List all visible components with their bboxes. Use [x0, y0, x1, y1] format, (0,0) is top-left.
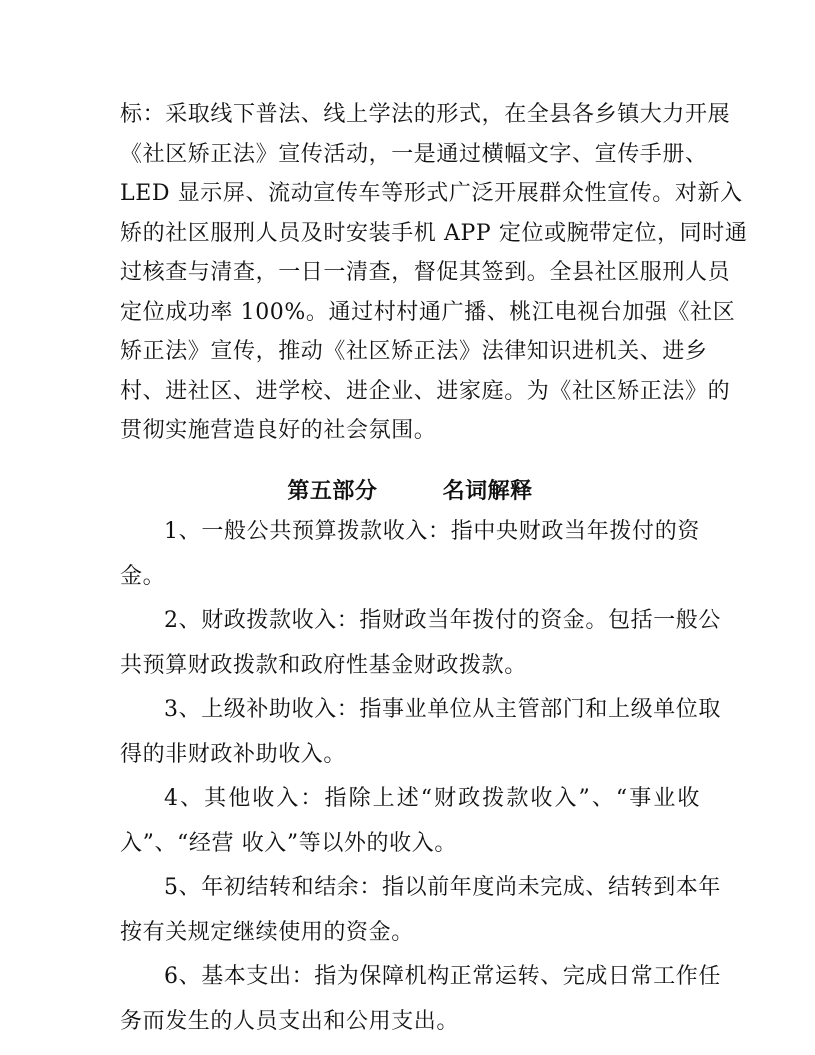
- term-6-line-1: 6、基本支出：指为保障机构正常运转、完成日常工作任: [164, 964, 721, 989]
- term-1-line-2: 金。: [120, 564, 166, 589]
- intro-line-7: 矫正法》宣传，推动《社区矫正法》法律知识进机关、进乡: [120, 339, 708, 364]
- term-4-line-2: 入”、“经营 收入”等以外的收入。: [120, 831, 457, 856]
- term-5-line-2: 按有关规定继续使用的资金。: [120, 920, 414, 945]
- term-3-line-1: 3、上级补助收入：指事业单位从主管部门和上级单位取: [164, 697, 721, 722]
- term-2-line-2: 共预算财政拨款和政府性基金财政拨款。: [120, 653, 527, 678]
- intro-line-8: 村、进社区、进学校、进企业、进家庭。为《社区矫正法》的: [120, 378, 731, 404]
- term-5-line-1: 5、年初结转和结余：指以前年度尚未完成、结转到本年: [164, 875, 721, 900]
- term-4-line-1: 4、其他收入：指除上述“财政拨款收入”、“事业收: [164, 786, 700, 811]
- term-1-line-1: 1、一般公共预算拨款收入：指中央财政当年拨付的资: [164, 519, 700, 544]
- term-6-line-2: 务而发生的人员支出和公用支出。: [120, 1009, 460, 1034]
- intro-line-9: 贯彻实施营造良好的社会氛围。: [120, 418, 437, 443]
- term-2-line-1: 2、财政拨款收入：指财政当年拨付的资金。包括一般公: [164, 608, 721, 633]
- section-heading: 第五部分 名词解释: [287, 479, 533, 504]
- intro-line-4: 矫的社区服刑人员及时安装手机 APP 定位或腕带定位，同时通: [120, 220, 748, 246]
- term-3-line-2: 得的非财政补助收入。: [120, 742, 347, 767]
- intro-line-1: 标：采取线下普法、线上学法的形式，在全县各乡镇大力开展: [120, 102, 731, 127]
- intro-line-2: 《社区矫正法》宣传活动，一是通过横幅文字、宣传手册、: [120, 141, 708, 167]
- intro-line-6: 定位成功率 100%。通过村村通广播、桃江电视台加强《社区: [120, 299, 736, 325]
- intro-line-5: 过核查与清查，一日一清查，督促其签到。全县社区服刑人员: [120, 260, 731, 285]
- intro-line-3: LED 显示屏、流动宣传车等形式广泛开展群众性宣传。对新入: [120, 181, 743, 206]
